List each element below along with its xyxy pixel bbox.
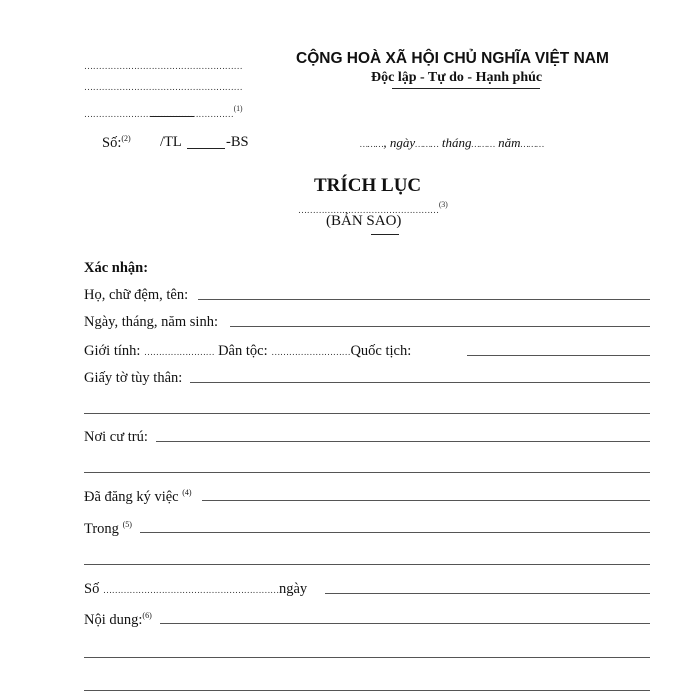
ethnic-dots: ……………………… xyxy=(271,347,351,357)
registered-label xyxy=(84,488,192,506)
agency-line-2: ……………………………………………… xyxy=(84,82,243,92)
id-doc-field-line xyxy=(190,382,650,383)
content-field-line-2 xyxy=(84,657,650,658)
within-note: (5) xyxy=(122,520,132,529)
date-dots-2: ……… xyxy=(415,139,439,149)
gender-label: Giới tính: xyxy=(84,343,141,359)
registered-text: Đã đăng ký việc xyxy=(84,489,179,505)
date-nam: năm xyxy=(498,135,521,150)
residence-field-line xyxy=(156,441,650,442)
copy-underline xyxy=(371,234,399,235)
id-doc-label: Giấy tờ tùy thân: xyxy=(84,370,183,386)
national-motto: Độc lập - Tự do - Hạnh phúc xyxy=(371,70,543,85)
so-label xyxy=(102,134,131,152)
dob-field-line xyxy=(230,326,650,327)
number-dots: …………………………………………………… xyxy=(102,585,279,595)
residence-label: Nơi cư trú: xyxy=(84,429,148,445)
motto-underline xyxy=(392,88,540,89)
so-bs: -BS xyxy=(226,134,249,150)
so-note: (2) xyxy=(121,134,131,143)
gender-row xyxy=(84,343,411,360)
agency-note: (1) xyxy=(233,104,243,113)
document-title: TRÍCH LỤC xyxy=(314,175,422,196)
date-dots-1: ……… xyxy=(360,139,384,149)
date-dots-3: ……… xyxy=(471,139,495,149)
residence-field-line-2 xyxy=(84,472,650,473)
so-tl: /TL xyxy=(160,134,182,150)
registered-field-line xyxy=(202,500,650,501)
agency-line-3-dots: …………………………………………… xyxy=(84,109,234,119)
subtitle-dots: ………………………………………… xyxy=(298,205,439,215)
content-text: Nội dung: xyxy=(84,612,143,628)
subtitle-note: (3) xyxy=(438,200,448,209)
so-text: Số: xyxy=(102,135,122,151)
content-note: (6) xyxy=(142,611,152,620)
within-field-line xyxy=(140,532,650,533)
so-blank-line xyxy=(187,148,225,149)
gender-dots: …………………… xyxy=(144,347,215,357)
day-field-line xyxy=(325,593,650,594)
confirm-label: Xác nhận: xyxy=(84,260,149,276)
date-ngay: , ngày xyxy=(383,135,416,150)
national-title: CỘNG HOÀ XÃ HỘI CHỦ NGHĨA VIỆT NAM xyxy=(296,50,609,67)
content-field-line-3 xyxy=(84,690,650,691)
date-dots-4: ……… xyxy=(520,139,544,149)
day-label: ngày xyxy=(278,581,308,597)
date-thang: tháng xyxy=(441,135,472,150)
copy-label: (BẢN SAO) xyxy=(326,213,402,229)
name-label: Họ, chữ đệm, tên: xyxy=(84,287,189,303)
content-label xyxy=(84,611,152,629)
registered-note: (4) xyxy=(182,488,192,497)
nationality-field-line xyxy=(467,355,650,356)
nationality-label: Quốc tịch: xyxy=(350,343,412,359)
within-text: Trong xyxy=(84,521,119,537)
agency-underline xyxy=(150,116,194,117)
number-label: Số xyxy=(84,581,100,597)
date-line xyxy=(360,135,544,151)
name-field-line xyxy=(198,299,650,300)
agency-line-1: ……………………………………………… xyxy=(84,61,243,71)
id-doc-field-line-2 xyxy=(84,413,650,414)
within-label xyxy=(84,520,132,538)
number-row xyxy=(84,581,307,598)
ethnic-label: Dân tộc: xyxy=(218,343,268,359)
within-field-line-2 xyxy=(84,564,650,565)
content-field-line xyxy=(160,623,650,624)
dob-label: Ngày, tháng, năm sinh: xyxy=(84,314,218,330)
